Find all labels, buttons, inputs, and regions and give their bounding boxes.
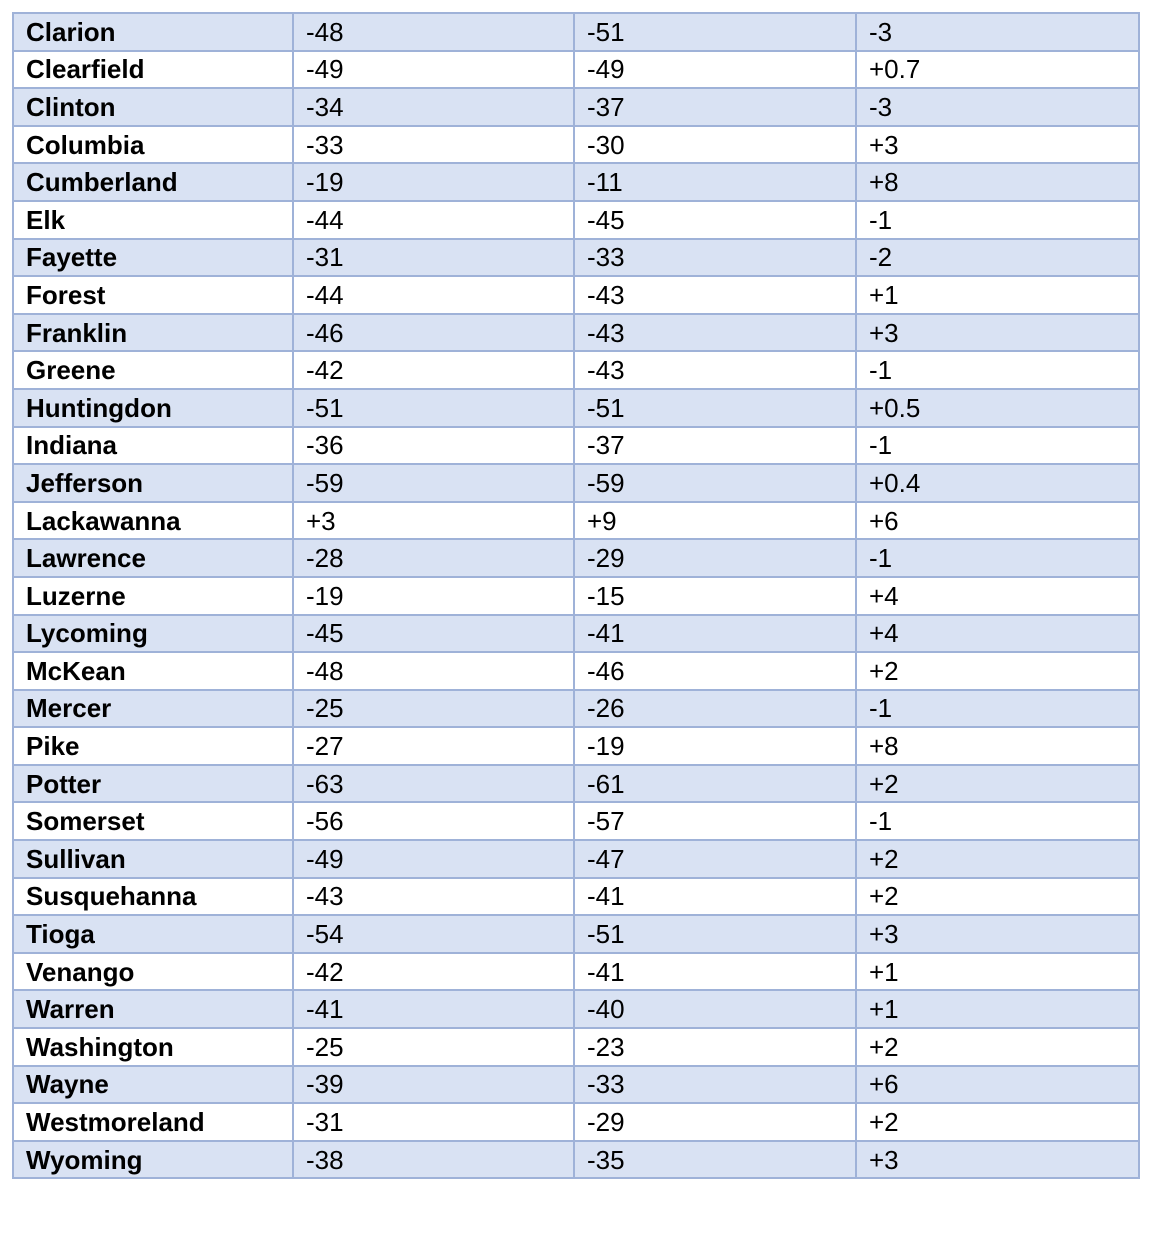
county-name-cell: Jefferson [13,464,293,502]
value-cell-1: -43 [293,878,574,916]
county-name-cell: Lycoming [13,615,293,653]
value-cell-1: -19 [293,163,574,201]
table-row [13,802,1139,840]
county-name-cell: Fayette [13,239,293,277]
county-name-cell: Venango [13,953,293,991]
table-row [13,51,1139,89]
value-cell-1: -28 [293,539,574,577]
county-name-cell: Forest [13,276,293,314]
table-row [13,276,1139,314]
value-cell-2: -30 [574,126,856,164]
change-cell: +8 [856,727,1139,765]
table-row [13,88,1139,126]
value-cell-1: -54 [293,915,574,953]
table-row [13,389,1139,427]
change-cell: +0.4 [856,464,1139,502]
county-results-table-container [12,12,1138,1179]
county-name-cell: Huntingdon [13,389,293,427]
value-cell-1: -45 [293,615,574,653]
county-name-cell: Columbia [13,126,293,164]
value-cell-2: -61 [574,765,856,803]
value-cell-1: -49 [293,51,574,89]
change-cell: -1 [856,351,1139,389]
county-name-cell: Tioga [13,915,293,953]
change-cell: +2 [856,652,1139,690]
county-name-cell: Greene [13,351,293,389]
value-cell-1: -42 [293,351,574,389]
table-row [13,577,1139,615]
value-cell-2: -19 [574,727,856,765]
table-row [13,840,1139,878]
value-cell-1: -48 [293,13,574,51]
value-cell-2: -11 [574,163,856,201]
value-cell-2: -41 [574,953,856,991]
value-cell-1: -44 [293,276,574,314]
value-cell-1: -31 [293,1103,574,1141]
value-cell-2: -43 [574,276,856,314]
change-cell: +2 [856,1103,1139,1141]
county-name-cell: Lackawanna [13,502,293,540]
value-cell-1: -51 [293,389,574,427]
county-name-cell: Clarion [13,13,293,51]
county-name-cell: Clinton [13,88,293,126]
change-cell: +1 [856,953,1139,991]
value-cell-2: -37 [574,88,856,126]
county-name-cell: Sullivan [13,840,293,878]
value-cell-2: -33 [574,239,856,277]
county-name-cell: Potter [13,765,293,803]
change-cell: +3 [856,126,1139,164]
value-cell-1: -34 [293,88,574,126]
value-cell-2: -26 [574,690,856,728]
change-cell: +4 [856,577,1139,615]
table-row [13,1103,1139,1141]
value-cell-1: -25 [293,690,574,728]
table-row [13,878,1139,916]
value-cell-1: -59 [293,464,574,502]
value-cell-2: -51 [574,389,856,427]
county-name-cell: Pike [13,727,293,765]
change-cell: +1 [856,990,1139,1028]
county-name-cell: Cumberland [13,163,293,201]
value-cell-2: -41 [574,615,856,653]
county-name-cell: Wayne [13,1066,293,1104]
table-row [13,464,1139,502]
change-cell: -1 [856,201,1139,239]
value-cell-1: -48 [293,652,574,690]
value-cell-2: -29 [574,1103,856,1141]
table-body [13,13,1139,1178]
change-cell: -1 [856,539,1139,577]
value-cell-2: -51 [574,13,856,51]
value-cell-1: -46 [293,314,574,352]
change-cell: -1 [856,427,1139,465]
change-cell: -1 [856,802,1139,840]
value-cell-1: -38 [293,1141,574,1179]
value-cell-1: -27 [293,727,574,765]
county-name-cell: Somerset [13,802,293,840]
value-cell-2: -40 [574,990,856,1028]
value-cell-1: -19 [293,577,574,615]
county-name-cell: Franklin [13,314,293,352]
change-cell: -3 [856,88,1139,126]
value-cell-2: +9 [574,502,856,540]
value-cell-2: -37 [574,427,856,465]
table-row [13,990,1139,1028]
change-cell: +2 [856,840,1139,878]
change-cell: +2 [856,878,1139,916]
county-name-cell: Washington [13,1028,293,1066]
change-cell: +3 [856,314,1139,352]
table-row [13,239,1139,277]
county-name-cell: Clearfield [13,51,293,89]
value-cell-2: -33 [574,1066,856,1104]
table-row [13,539,1139,577]
table-row [13,502,1139,540]
value-cell-2: -23 [574,1028,856,1066]
change-cell: -3 [856,13,1139,51]
value-cell-1: -49 [293,840,574,878]
change-cell: +0.5 [856,389,1139,427]
value-cell-2: -47 [574,840,856,878]
change-cell: +1 [856,276,1139,314]
county-name-cell: Elk [13,201,293,239]
change-cell: -1 [856,690,1139,728]
value-cell-1: +3 [293,502,574,540]
value-cell-1: -39 [293,1066,574,1104]
value-cell-2: -46 [574,652,856,690]
table-row [13,690,1139,728]
change-cell: +6 [856,1066,1139,1104]
table-row [13,314,1139,352]
value-cell-2: -43 [574,351,856,389]
table-row [13,727,1139,765]
table-row [13,652,1139,690]
value-cell-1: -36 [293,427,574,465]
value-cell-2: -35 [574,1141,856,1179]
county-results-table [12,12,1140,1179]
table-row [13,1066,1139,1104]
table-row [13,1141,1139,1179]
value-cell-1: -44 [293,201,574,239]
change-cell: +3 [856,1141,1139,1179]
county-name-cell: McKean [13,652,293,690]
change-cell: +0.7 [856,51,1139,89]
change-cell: +3 [856,915,1139,953]
table-row [13,765,1139,803]
county-name-cell: Susquehanna [13,878,293,916]
county-name-cell: Luzerne [13,577,293,615]
table-row [13,953,1139,991]
value-cell-2: -49 [574,51,856,89]
change-cell: -2 [856,239,1139,277]
value-cell-2: -43 [574,314,856,352]
table-row [13,427,1139,465]
county-name-cell: Warren [13,990,293,1028]
value-cell-1: -33 [293,126,574,164]
value-cell-1: -63 [293,765,574,803]
table-row [13,615,1139,653]
county-name-cell: Mercer [13,690,293,728]
table-row [13,915,1139,953]
change-cell: +2 [856,1028,1139,1066]
county-name-cell: Wyoming [13,1141,293,1179]
change-cell: +6 [856,502,1139,540]
value-cell-2: -29 [574,539,856,577]
table-row [13,201,1139,239]
value-cell-2: -41 [574,878,856,916]
county-name-cell: Lawrence [13,539,293,577]
value-cell-1: -25 [293,1028,574,1066]
value-cell-2: -15 [574,577,856,615]
value-cell-2: -51 [574,915,856,953]
change-cell: +8 [856,163,1139,201]
table-row [13,163,1139,201]
value-cell-2: -57 [574,802,856,840]
table-row [13,1028,1139,1066]
value-cell-1: -31 [293,239,574,277]
table-row [13,13,1139,51]
value-cell-2: -59 [574,464,856,502]
change-cell: +2 [856,765,1139,803]
change-cell: +4 [856,615,1139,653]
value-cell-1: -56 [293,802,574,840]
table-row [13,351,1139,389]
county-name-cell: Westmoreland [13,1103,293,1141]
value-cell-1: -42 [293,953,574,991]
table-row [13,126,1139,164]
value-cell-1: -41 [293,990,574,1028]
value-cell-2: -45 [574,201,856,239]
county-name-cell: Indiana [13,427,293,465]
